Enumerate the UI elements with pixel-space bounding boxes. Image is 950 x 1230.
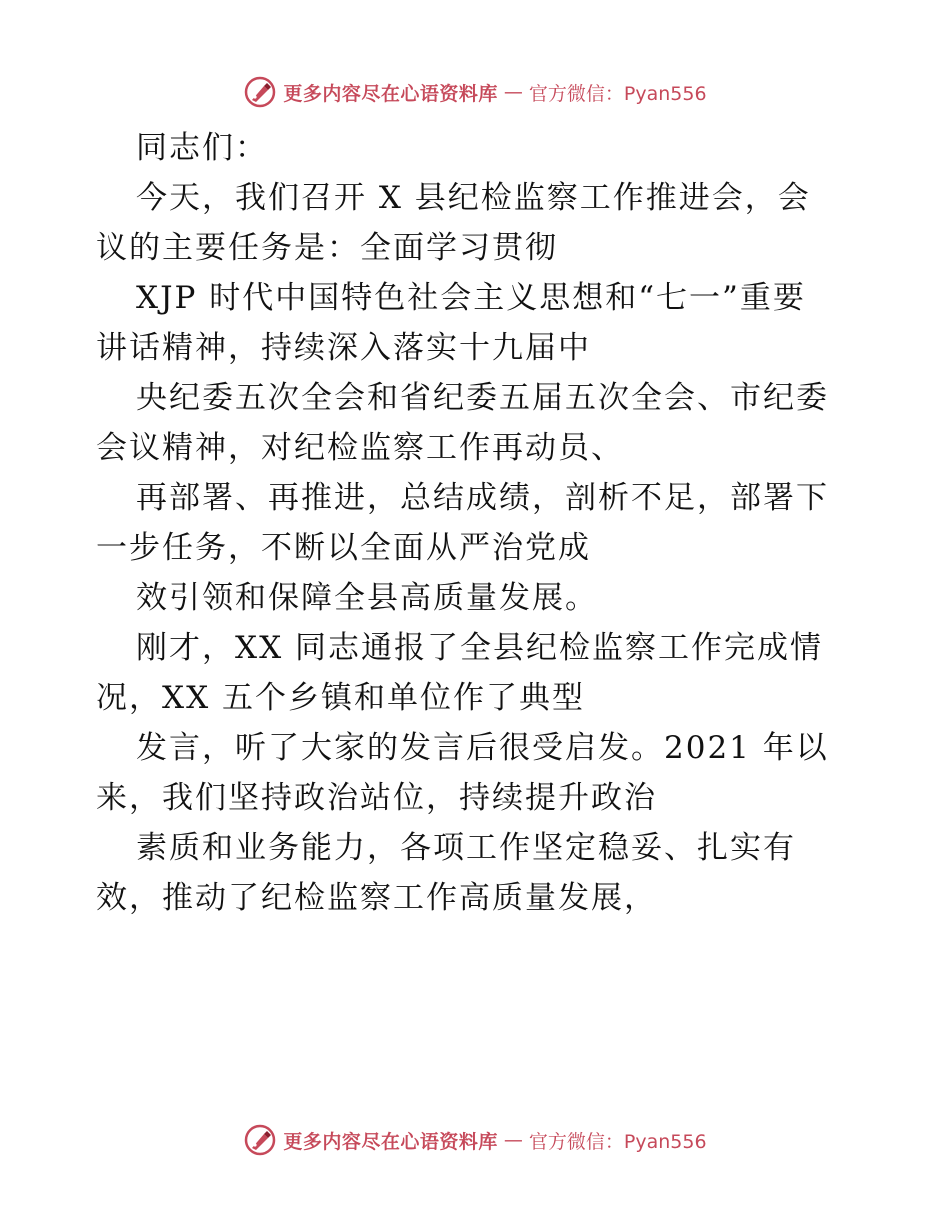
banner-wechat: 官方微信：Pyan556 xyxy=(528,82,707,105)
body-line: 效引领和保障全县高质量发展。 xyxy=(136,580,598,616)
body-line: 央纪委五次全会和省纪委五届五次全会、市纪委 xyxy=(136,380,829,416)
body-line: 会议精神，对纪检监察工作再动员、 xyxy=(96,430,624,466)
body-line: XJP 时代中国特色社会主义思想和“七一”重要 xyxy=(136,280,806,316)
banner-text: 更多内容尽在心语资料库 xyxy=(283,82,498,105)
body-line: 发言，听了大家的发言后很受启发。2021 年以 xyxy=(136,730,829,766)
body-line: 讲话精神，持续深入落实十九届中 xyxy=(96,330,591,366)
banner-text: 更多内容尽在心语资料库 xyxy=(283,1130,498,1153)
body-line: 今天，我们召开 X 县纪检监察工作推进会，会 xyxy=(136,180,811,216)
body-line: 刚才，XX 同志通报了全县纪检监察工作完成情 xyxy=(136,630,823,666)
body-line: 同志们： xyxy=(136,130,268,166)
body-line: 况，XX 五个乡镇和单位作了典型 xyxy=(96,680,585,716)
body-line: 来，我们坚持政治站位，持续提升政治 xyxy=(96,780,657,816)
header-banner xyxy=(0,72,950,112)
body-line: 再部署、再推进，总结成绩，剖析不足，部署下 xyxy=(136,480,829,516)
body-line: 素质和业务能力，各项工作坚定稳妥、扎实有 xyxy=(136,830,796,866)
footer-banner xyxy=(0,1120,950,1160)
pen-nib-logo-icon xyxy=(243,75,277,109)
document-body xyxy=(96,123,856,923)
banner-separator: — xyxy=(503,81,523,103)
banner-separator: — xyxy=(503,1129,523,1151)
banner-wechat: 官方微信：Pyan556 xyxy=(528,1130,707,1153)
body-line: 一步任务，不断以全面从严治党成 xyxy=(96,530,591,566)
body-line: 议的主要任务是：全面学习贯彻 xyxy=(96,230,558,266)
pen-nib-logo-icon xyxy=(243,1123,277,1157)
body-line: 效，推动了纪检监察工作高质量发展， xyxy=(96,880,657,916)
